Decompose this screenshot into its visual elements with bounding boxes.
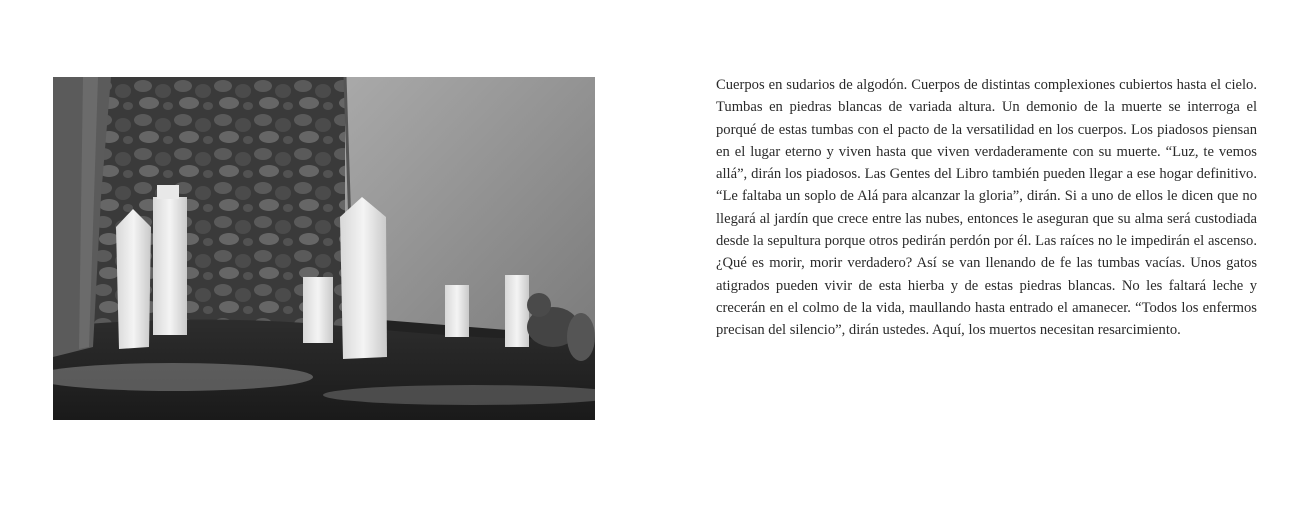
cemetery-photo bbox=[53, 77, 595, 420]
paragraph: Cuerpos en sudarios de algodón. Cuerpos de distintas complexiones cubiertos hasta el cielo. Tumbas en piedras blancas de variada altura. Un demonio de la muerte se interroga el porqué de estas tumbas con el pacto de la versatilidad en los cuerpos. Los piadosos piensan en el lugar eterno y viven hasta que viven verdaderamente con su muerte. “Luz, te vemos allá”, dirán los piadosos. Las Gentes del Libro también pueden llegar a ese hogar definitivo. “Le faltaba un soplo de Alá para alcanzar la gloria”, dirán. Si a uno de ellos le dicen que no llegará al jardín que crece entre las nubes, entonces le aseguran que su alma será custodiada desde la sepultura porque otros pedirán perdón por él. Las raíces no le impedirán el ascenso. ¿Qué es morir, morir verdadero? Así se van llenando de fe las tumbas vacías. Unos gatos atigrados pueden vivir de esta hierba y de estas piedras blancas. No les faltará leche y crecerán en el colmo de la vida, maullando hasta entrado el amanecer. “Todos los enfermos precisan del silencio”, dirán ustedes. Aquí, los muertos necesitan resarcimiento. bbox=[716, 77, 1257, 339]
body-text bbox=[716, 74, 1257, 342]
